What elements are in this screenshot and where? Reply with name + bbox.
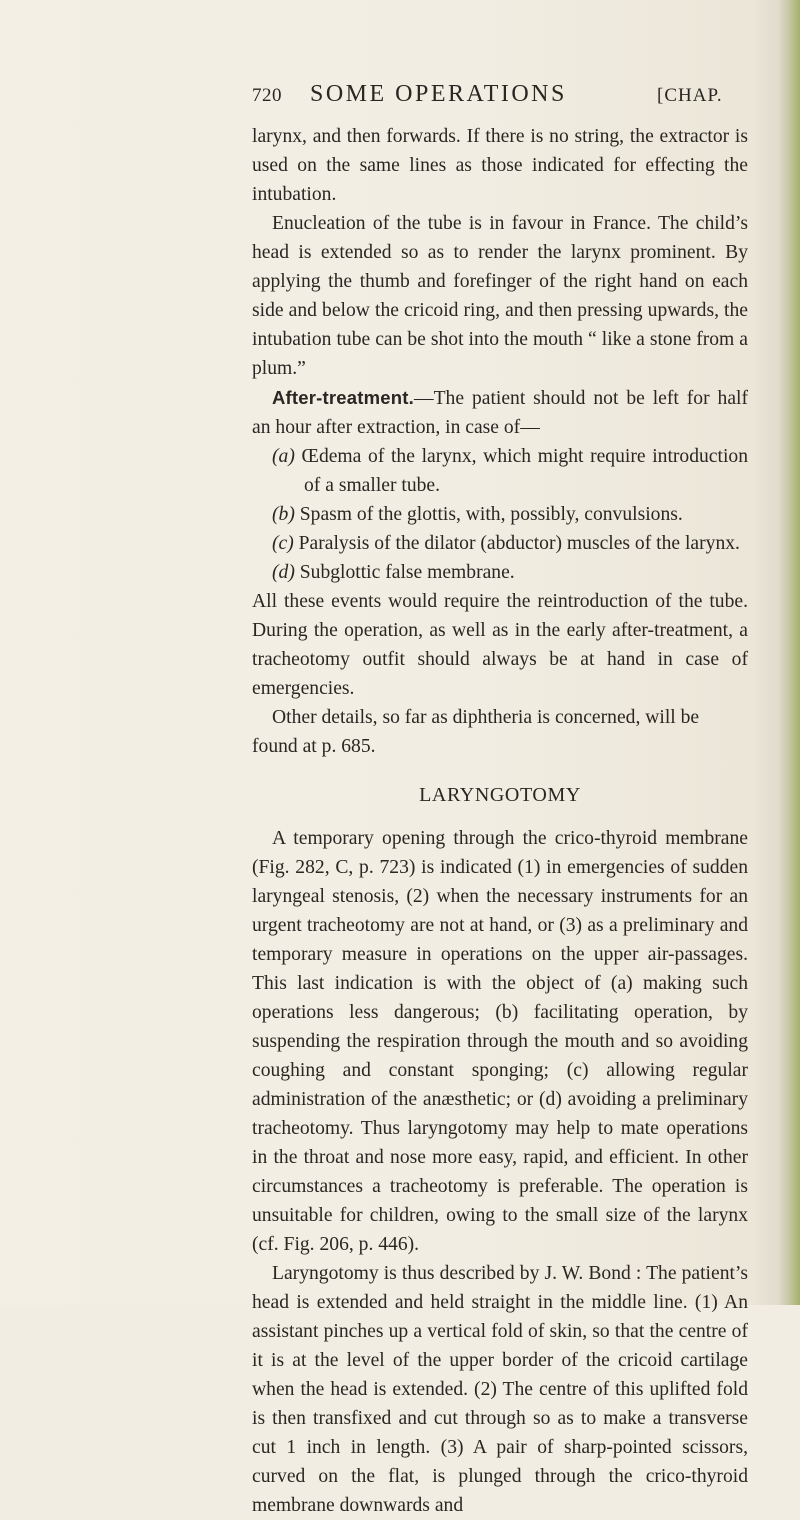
run-in-heading: After-treatment. (272, 387, 414, 408)
list-item (252, 558, 748, 587)
list-item-text: Œdema of the larynx, which might require introduction of a smaller tube. (301, 446, 748, 496)
page-number: 720 (252, 85, 282, 106)
paragraph: Enucleation of the tube is in favour in France. The child’s head is extended so as to render the larynx prominent. By applying the thumb and forefinger of the right hand on each side and below the cricoid ring, and then pressing upwards, the intubation tube can be shot into the mouth “ like a stone from a plum.” (252, 213, 748, 379)
chapter-label: [CHAP. (657, 85, 723, 106)
running-title: SOME OPERATIONS (310, 81, 567, 107)
page-edge-shadow (778, 0, 800, 1305)
paragraph: All these events would require the reintroduction of the tube. During the operation, as well as in the early after-treatment, a tracheotomy outfit should always be at hand in case of emergencies. (252, 591, 748, 699)
paragraph: larynx, and then forwards. If there is no string, the extractor is used on the same lines as those indicated for effecting the intubation. (252, 126, 748, 205)
paragraph-after-treatment (252, 383, 748, 442)
list-letter: (a) (272, 446, 295, 467)
paragraph-text: —The patient should not be left for half an hour after extraction, in case of— (252, 388, 748, 438)
list-item (252, 529, 748, 558)
paragraph: Other details, so far as diphtheria is concerned, will be found at p. 685. (252, 707, 700, 757)
paragraph: A temporary opening through the crico-thyroid membrane (Fig. 282, C, p. 723) is indicated (1) in emergencies of sudden laryngeal stenosis, (2) when the necessary instruments for an urgent tracheotomy are not at hand, or (3) as a preliminary and temporary measure in operations on the upper air-passages. This last indication is with the object of (a) making such operations less dangerous; (b) facilitating operation, by suspending the respiration through the mouth and so avoiding coughing and constant sponging; (c) allowing regular administration of the anæsthetic; or (d) avoiding a preliminary tracheotomy. Thus laryngotomy may help to mate operations in the throat and nose more easy, rapid, and efficient. In other circumstances a tracheotomy is preferable. The operation is unsuitable for children, owing to the small size of the larynx (cf. Fig. 206, p. 446). (252, 828, 748, 1255)
list-item (252, 500, 748, 529)
list-item-text: Paralysis of the dilator (abductor) muscles of the larynx. (298, 533, 740, 554)
list-item (252, 442, 748, 500)
list-letter: (c) (272, 533, 294, 554)
section-heading: LARYNGOTOMY (419, 784, 581, 806)
running-header (252, 79, 762, 109)
list-item-text: Spasm of the glottis, with, possibly, convulsions. (299, 504, 683, 525)
list-letter: (b) (272, 504, 295, 525)
list-letter: (d) (272, 562, 295, 583)
body-text (252, 122, 748, 1520)
list-item-text: Subglottic false membrane. (299, 562, 515, 583)
paragraph: Laryngotomy is thus described by J. W. Bond : The patient’s head is extended and held straight in the middle line. (1) An assistant pinches up a vertical fold of skin, so that the centre of it is at the level of the upper border of the cricoid cartilage when the head is extended. (2) The centre of this uplifted fold is then transfixed and cut through so as to make a transverse cut 1 inch in length. (3) A pair of sharp-pointed scissors, curved on the flat, is plunged through the crico-thyroid membrane downwards and (252, 1263, 748, 1516)
